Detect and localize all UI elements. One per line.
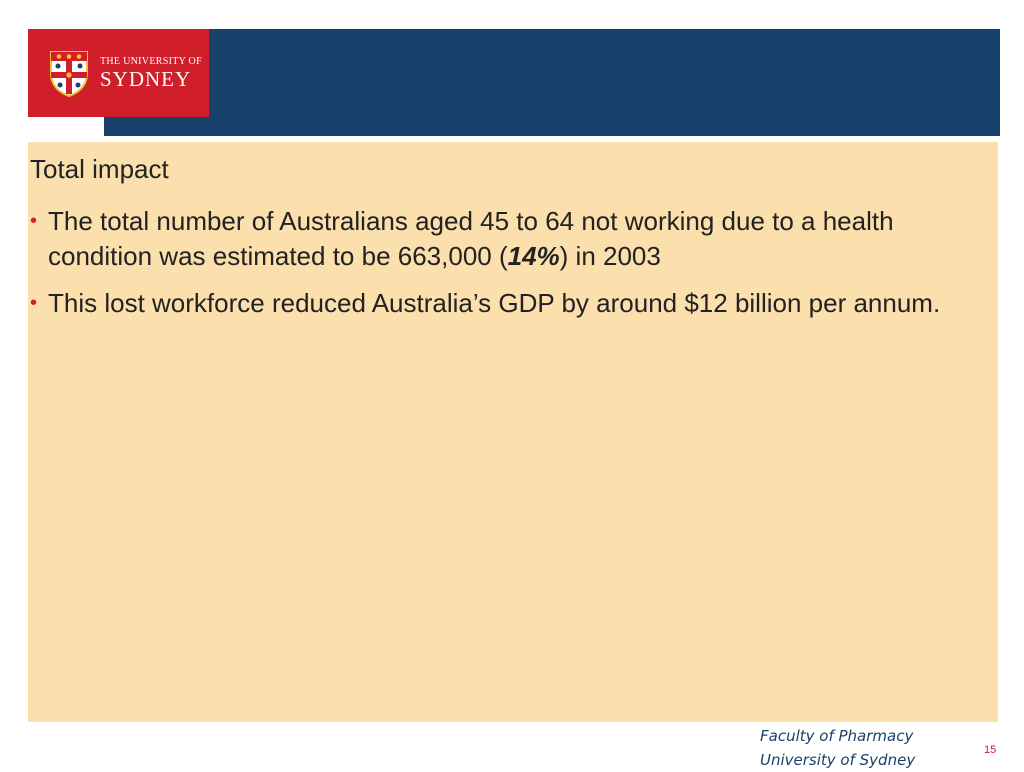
bullet2-text: This lost workforce reduced Australia’s GDP by around $12 billion per annum. bbox=[48, 288, 941, 318]
bullet-icon: • bbox=[30, 292, 38, 314]
header-bar bbox=[104, 29, 1000, 136]
logo-text-sydney: SYDNEY bbox=[100, 67, 192, 91]
footer-faculty-name: Faculty of Pharmacy bbox=[760, 727, 914, 745]
university-logo[interactable] bbox=[28, 29, 209, 117]
bullet-list bbox=[28, 204, 988, 333]
bullet1-text-before: The total number of Australians aged 45 to 64 not working due to a health condition was estimated to be 663,000 ( bbox=[48, 206, 894, 271]
logo-text-university-of: THE UNIVERSITY OF bbox=[100, 56, 202, 67]
bullet-icon: • bbox=[30, 210, 38, 232]
slide-heading: Total impact bbox=[30, 154, 169, 184]
footer-university-name: University of Sydney bbox=[760, 751, 916, 769]
page-number: 15 bbox=[984, 744, 997, 756]
content-panel bbox=[28, 142, 998, 722]
bullet1-text-after: ) in 2003 bbox=[559, 241, 661, 271]
bullet1-emphasis: 14% bbox=[507, 241, 560, 271]
bullet-item bbox=[28, 286, 988, 321]
footer-faculty bbox=[760, 724, 915, 772]
bullet-item bbox=[28, 204, 988, 274]
crest-icon bbox=[47, 48, 91, 98]
